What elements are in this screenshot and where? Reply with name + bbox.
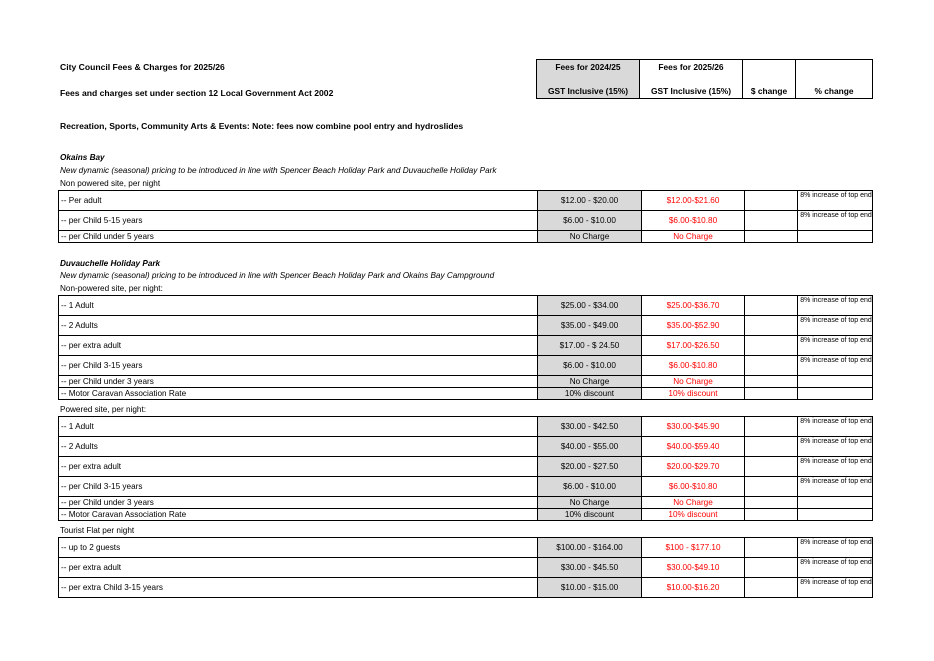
row-description: -- per Child under 3 years xyxy=(61,498,154,507)
table-row xyxy=(58,355,873,376)
row-fee-2025-26: No Charge xyxy=(641,231,744,242)
table-row xyxy=(58,577,873,598)
okains-bay-group-label: Non powered site, per night xyxy=(60,179,161,188)
table-row xyxy=(58,557,873,578)
row-percent-change: 8% increase of top end xyxy=(797,477,874,496)
table-row xyxy=(58,295,873,316)
row-dollar-change xyxy=(744,457,797,476)
row-percent-change: 8% increase of top end xyxy=(797,437,874,456)
row-fee-2025-26: $30.00-$49.10 xyxy=(641,558,744,577)
row-description: -- 1 Adult xyxy=(61,422,94,431)
row-percent-change: 8% increase of top end xyxy=(797,211,874,230)
document-title: City Council Fees & Charges for 2025/26 xyxy=(60,62,225,72)
row-description: -- per Child 5-15 years xyxy=(61,216,143,225)
duvauchelle-group1-label: Non-powered site, per night: xyxy=(60,284,163,293)
table-row xyxy=(58,230,873,243)
row-description: -- 1 Adult xyxy=(61,301,94,310)
row-fee-2025-26: $6.00-$10.80 xyxy=(641,211,744,230)
row-fee-2025-26: No Charge xyxy=(641,497,744,508)
row-fee-2025-26: $20.00-$29.70 xyxy=(641,457,744,476)
row-dollar-change xyxy=(744,316,797,335)
row-fee-2025-26: $17.00-$26.50 xyxy=(641,336,744,355)
row-percent-change: 8% increase of top end xyxy=(797,538,874,557)
row-fee-2025-26: $100 - $177.10 xyxy=(641,538,744,557)
row-fee-2024-25: $10.00 - $15.00 xyxy=(537,578,641,597)
row-fee-2024-25: $40.00 - $55.00 xyxy=(537,437,641,456)
row-fee-2024-25: $6.00 - $10.00 xyxy=(537,211,641,230)
table-row xyxy=(58,315,873,336)
row-dollar-change xyxy=(744,417,797,436)
row-fee-2025-26: $6.00-$10.80 xyxy=(641,477,744,496)
table-row xyxy=(58,537,873,558)
row-fee-2024-25: $6.00 - $10.00 xyxy=(537,477,641,496)
row-percent-change: 8% increase of top end xyxy=(797,558,874,577)
row-description: -- per extra adult xyxy=(61,563,122,572)
row-fee-2024-25: $6.00 - $10.00 xyxy=(537,356,641,375)
row-description: -- Motor Caravan Association Rate xyxy=(61,510,187,519)
row-percent-change: 8% increase of top end xyxy=(797,191,874,210)
row-fee-2024-25: $30.00 - $45.50 xyxy=(537,558,641,577)
row-fee-2025-26: $12.00-$21.60 xyxy=(641,191,744,210)
row-fee-2024-25: $25.00 - $34.00 xyxy=(537,296,641,315)
row-description: -- per Child 3-15 years xyxy=(61,482,143,491)
row-dollar-change xyxy=(744,376,797,387)
row-percent-change: 8% increase of top end xyxy=(797,457,874,476)
row-dollar-change xyxy=(744,437,797,456)
row-fee-2024-25: 10% discount xyxy=(537,388,641,399)
okains-bay-title: Okains Bay xyxy=(60,153,105,162)
table-row xyxy=(58,387,873,400)
duvauchelle-title: Duvauchelle Holiday Park xyxy=(60,259,161,268)
column-header-fees-2025-26-line1: Fees for 2025/26 xyxy=(658,62,724,72)
row-fee-2024-25: $17.00 - $ 24.50 xyxy=(537,336,641,355)
column-header-dollar-change-label: $ change xyxy=(750,86,788,96)
column-header-percent-change xyxy=(795,59,873,99)
row-dollar-change xyxy=(744,356,797,375)
duvauchelle-note: New dynamic (seasonal) pricing to be introduced in line with Spencer Beach Holiday Park and Okains Bay Campground xyxy=(60,271,495,280)
row-dollar-change xyxy=(744,509,797,520)
row-percent-change xyxy=(797,388,874,399)
row-fee-2025-26: $40.00-$59.40 xyxy=(641,437,744,456)
row-dollar-change xyxy=(744,211,797,230)
table-row xyxy=(58,190,873,211)
okains-bay-note: New dynamic (seasonal) pricing to be introduced in line with Spencer Beach Holiday Park and Duvauchelle Holiday Park xyxy=(60,166,497,175)
row-fee-2024-25: $30.00 - $42.50 xyxy=(537,417,641,436)
column-header-dollar-change xyxy=(742,59,796,99)
row-description: -- per Child under 5 years xyxy=(61,232,154,241)
column-header-fees-2024-25 xyxy=(536,59,640,99)
table-row xyxy=(58,416,873,437)
row-fee-2024-25: No Charge xyxy=(537,497,641,508)
row-percent-change: 8% increase of top end xyxy=(797,356,874,375)
row-dollar-change xyxy=(744,336,797,355)
table-row xyxy=(58,436,873,457)
row-description: -- per extra Child 3-15 years xyxy=(61,583,163,592)
row-fee-2024-25: $20.00 - $27.50 xyxy=(537,457,641,476)
table-row xyxy=(58,476,873,497)
row-fee-2025-26: 10% discount xyxy=(641,388,744,399)
row-fee-2024-25: No Charge xyxy=(537,376,641,387)
document-subtitle: Fees and charges set under section 12 Local Government Act 2002 xyxy=(60,88,334,98)
row-fee-2024-25: $100.00 - $164.00 xyxy=(537,538,641,557)
row-dollar-change xyxy=(744,388,797,399)
row-percent-change: 8% increase of top end xyxy=(797,578,874,597)
row-description: -- per extra adult xyxy=(61,462,122,471)
duvauchelle-group2-label: Powered site, per night: xyxy=(60,405,147,414)
row-description: -- per extra adult xyxy=(61,341,122,350)
row-description: -- per Child under 3 years xyxy=(61,377,154,386)
row-percent-change: 8% increase of top end xyxy=(797,336,874,355)
row-description: -- per Child 3-15 years xyxy=(61,361,143,370)
row-fee-2025-26: No Charge xyxy=(641,376,744,387)
row-percent-change xyxy=(797,497,874,508)
row-fee-2025-26: $10.00-$16.20 xyxy=(641,578,744,597)
row-fee-2025-26: 10% discount xyxy=(641,509,744,520)
column-header-fees-2025-26-line2: GST Inclusive (15%) xyxy=(650,86,732,96)
row-fee-2025-26: $25.00-$36.70 xyxy=(641,296,744,315)
column-header-fees-2024-25-line2: GST Inclusive (15%) xyxy=(547,86,629,96)
table-row xyxy=(58,335,873,356)
row-dollar-change xyxy=(744,558,797,577)
row-fee-2025-26: $35.00-$52.90 xyxy=(641,316,744,335)
row-description: -- 2 Adults xyxy=(61,442,98,451)
row-percent-change xyxy=(797,376,874,387)
table-row xyxy=(58,456,873,477)
row-fee-2024-25: $35.00 - $49.00 xyxy=(537,316,641,335)
duvauchelle-group3-label: Tourist Flat per night xyxy=(60,526,135,535)
row-dollar-change xyxy=(744,497,797,508)
row-description: -- 2 Adults xyxy=(61,321,98,330)
row-fee-2024-25: No Charge xyxy=(537,231,641,242)
row-dollar-change xyxy=(744,296,797,315)
column-header-fees-2024-25-line1: Fees for 2024/25 xyxy=(555,62,621,72)
row-dollar-change xyxy=(744,477,797,496)
row-percent-change xyxy=(797,509,874,520)
row-fee-2025-26: $6.00-$10.80 xyxy=(641,356,744,375)
row-dollar-change xyxy=(744,191,797,210)
row-fee-2024-25: 10% discount xyxy=(537,509,641,520)
row-fee-2025-26: $30.00-$45.90 xyxy=(641,417,744,436)
row-dollar-change xyxy=(744,578,797,597)
row-percent-change xyxy=(797,231,874,242)
column-header-fees-2025-26 xyxy=(639,59,743,99)
row-description: -- Per adult xyxy=(61,196,102,205)
row-description: -- up to 2 guests xyxy=(61,543,121,552)
table-row xyxy=(58,508,873,521)
row-description: -- Motor Caravan Association Rate xyxy=(61,389,187,398)
section-heading: Recreation, Sports, Community Arts & Events: Note: fees now combine pool entry and hydroslides xyxy=(60,121,464,131)
row-fee-2024-25: $12.00 - $20.00 xyxy=(537,191,641,210)
row-percent-change: 8% increase of top end xyxy=(797,316,874,335)
column-header-percent-change-label: % change xyxy=(814,86,854,96)
row-dollar-change xyxy=(744,231,797,242)
row-percent-change: 8% increase of top end xyxy=(797,296,874,315)
row-dollar-change xyxy=(744,538,797,557)
row-percent-change: 8% increase of top end xyxy=(797,417,874,436)
table-row xyxy=(58,210,873,231)
